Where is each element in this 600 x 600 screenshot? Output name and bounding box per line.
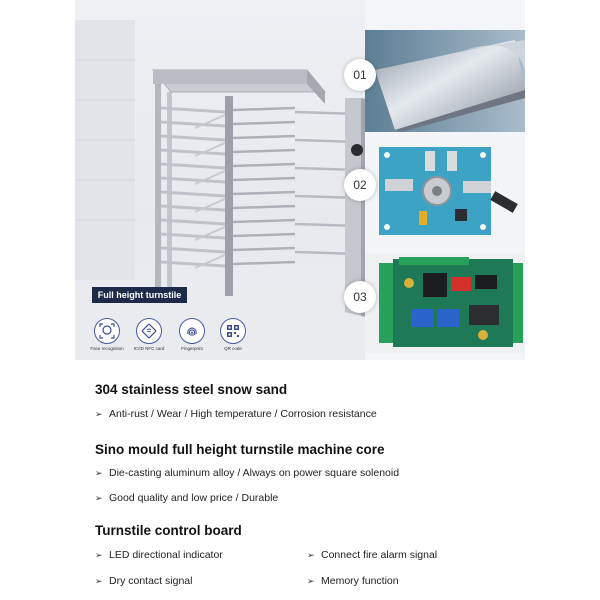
product-page bbox=[75, 0, 525, 600]
arrow-bullet-icon: ➢ bbox=[95, 468, 103, 478]
photo-number-badge: 02 bbox=[344, 169, 376, 201]
feature-label: Fingerprint bbox=[181, 346, 203, 351]
ic-id-nfc-card-icon bbox=[136, 318, 162, 344]
section-title-steel: 304 stainless steel snow sand bbox=[95, 382, 288, 397]
section-title-control-board: Turnstile control board bbox=[95, 523, 242, 538]
bullet-item: ➢ Good quality and low price / Durable bbox=[95, 492, 279, 504]
arrow-bullet-icon: ➢ bbox=[307, 550, 315, 560]
arrow-bullet-icon: ➢ bbox=[95, 550, 103, 560]
product-badge: Full height turnstile bbox=[92, 287, 187, 303]
feature-qr-code bbox=[212, 318, 254, 351]
hero-image bbox=[75, 0, 525, 360]
face-recognition-icon bbox=[94, 318, 120, 344]
feature-label: QR code bbox=[224, 346, 242, 351]
qr-code-icon bbox=[220, 318, 246, 344]
arrow-bullet-icon: ➢ bbox=[95, 576, 103, 586]
arrow-bullet-icon: ➢ bbox=[95, 493, 103, 503]
photo-number-badge: 01 bbox=[344, 59, 376, 91]
feature-label: IC/ID NFC card bbox=[133, 346, 165, 351]
bullet-item: ➢ Connect fire alarm signal bbox=[307, 549, 438, 561]
turnstile-illustration bbox=[75, 0, 365, 360]
photo-number-badge: 03 bbox=[344, 281, 376, 313]
section-title-machine-core: Sino mould full height turnstile machine core bbox=[95, 442, 385, 457]
bullet-item: ➢ Memory function bbox=[307, 575, 399, 587]
feature-label: Face recognition bbox=[90, 346, 124, 351]
feature-face-recognition bbox=[86, 318, 128, 351]
bullet-item: ➢ LED directional indicator bbox=[95, 549, 223, 561]
arrow-bullet-icon: ➢ bbox=[95, 409, 103, 419]
feature-nfc-card bbox=[128, 318, 170, 351]
photo-control-board bbox=[365, 253, 525, 353]
bullet-item: ➢ Dry contact signal bbox=[95, 575, 193, 587]
arrow-bullet-icon: ➢ bbox=[307, 576, 315, 586]
photo-machine-core bbox=[365, 139, 525, 246]
photo-steel-sheet bbox=[365, 30, 525, 132]
bullet-item: ➢ Anti-rust / Wear / High temperature / Corrosion resistance bbox=[95, 408, 377, 420]
feature-fingerprint bbox=[171, 318, 213, 351]
bullet-item: ➢ Die-casting aluminum alloy / Always on power square solenoid bbox=[95, 467, 400, 479]
fingerprint-icon bbox=[179, 318, 205, 344]
